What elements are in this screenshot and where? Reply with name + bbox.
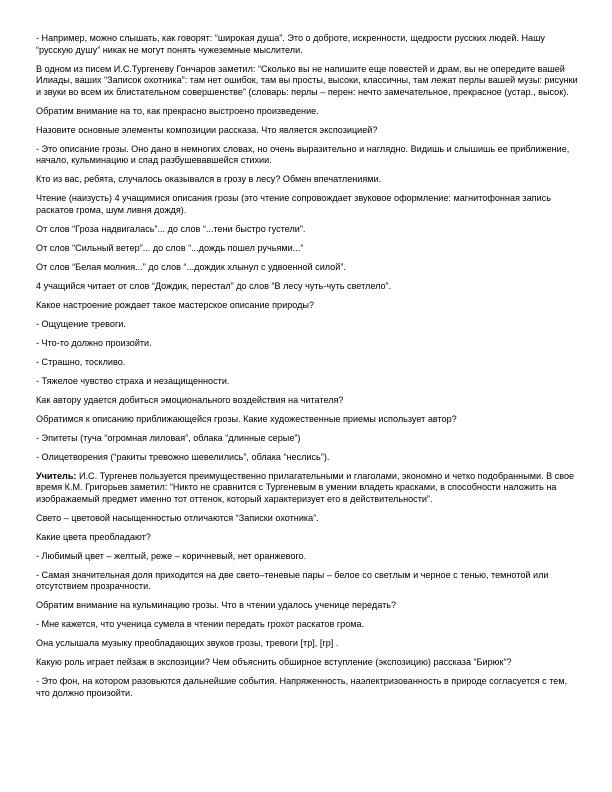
paragraph-emotional-impact-question: Как автору удается добиться эмоционального воздействия на читателя? (36, 394, 344, 405)
paragraph-teacher-comment (36, 471, 578, 506)
document-page (36, 33, 578, 707)
answer-thunder: - Мне кажется, что ученица сумела в чтении передать грохот раскатов грома. (36, 619, 365, 630)
paragraph-landscape-question: Какую роль играет пейзаж в экспозиции? Чем объяснить обширное вступление (экспозицию) рассказа “Бирюк”? (36, 657, 512, 668)
paragraph-colors-question: Какие цвета преобладают? (36, 531, 151, 542)
paragraph-climax-question: Обратим внимание на кульминацию грозы. Что в чтении удалось ученице передать? (36, 600, 397, 611)
answer-favorite-color: - Любимый цвет – желтый, реже – коричневый, нет оранжевого. (36, 550, 307, 561)
answer-background: - Это фон, на котором разовьются дальнейшие события. Напряженность, наэлектризованность в природе согласуется с тем, что должно произойти. (36, 676, 568, 698)
answer-scary: - Страшно, тоскливо. (36, 356, 126, 367)
paragraph-storm-description: - Это описание грозы. Оно дано в немногих словах, но очень выразительно и наглядно. Видишь и слышишь ее приближение, начало, кульминацию и спад разбушевавшейся стихии. (36, 143, 570, 166)
paragraph-light-color: Свето – цветовой насыщенностью отличаются “Записки охотника”. (36, 512, 319, 523)
paragraph-composition-question: Назовите основные элементы композиции рассказа. Что является экспозицией? (36, 124, 378, 135)
paragraph-reading-part-4: 4 учащийся читает от слов “Дождик, перестал” до слов “В лесу чуть-чуть светлело”. (36, 280, 392, 291)
paragraph-reading-part-3: От слов “Белая молния...” до слов “...дождик хлынул с удвоенной силой”. (36, 261, 346, 272)
paragraph-reading-part-2: От слов “Сильный ветер”... до слов “...дождь пошел ручьями...” (36, 242, 304, 253)
paragraph-composition-note: Обратим внимание на то, как прекрасно выстроено произведение. (36, 105, 319, 116)
paragraph-sounds: Она услышала музыку преобладающих звуков грозы, тревоги [тр], [гр] . (36, 638, 339, 649)
paragraph-reading-by-heart: Чтение (наизусть) 4 учащимися описания грозы (это чтение сопровождает звуковое оформление: магнитофонная запись раскатов грома, шум ливня дождя). (36, 193, 551, 215)
answer-light-shadow-pairs: - Самая значительная доля приходится на две свето–теневые пары – белое со светлым и черное с тенью, темнотой или отсутствием прозрачности. (36, 569, 549, 592)
answer-personification: - Олицетворения (“ракиты тревожно шевелились”, облака “неслись”). (36, 451, 330, 462)
paragraph-artistic-devices-question: Обратимся к описанию приближающейся грозы. Какие художественные приемы использует автор? (36, 413, 457, 424)
answer-something-happens: - Что-то должно произойти. (36, 337, 152, 348)
paragraph-mood-question: Какое настроение рождает такое мастерское описание природы? (36, 299, 315, 310)
answer-anxiety: - Ощущение тревоги. (36, 318, 126, 329)
paragraph-storm-experience: Кто из вас, ребята, случалось оказывался в грозу в лесу? Обмен впечатлениями. (36, 174, 382, 185)
answer-fear: - Тяжелое чувство страха и незащищенности. (36, 375, 230, 386)
teacher-label: Учитель: (36, 470, 77, 481)
paragraph-reading-part-1: От слов “Гроза надвигалась”... до слов “...тени быстро густели”. (36, 223, 306, 234)
answer-epithets: - Эпитеты (туча “огромная лиловая”, облака “длинные серые”) (36, 432, 301, 443)
teacher-comment-text: И.С. Тургенев пользуется преимущественно прилагательными и глаголами, экономно и четко подобранными. В свое время К.М. Григорьев заметил: “Никто не сравнится с Тургеневым в умении владеть красками, в способности наложить на изображаемый предмет именно тот оттенок, который характеризует его в действительности”. (36, 470, 575, 504)
paragraph-goncharov-letter: В одном из писем И.С.Тургеневу Гончаров заметил: “Сколько вы не напишите еще повестей и драм, вы не опередите вашей Илиады, ваших “Записок охотника”: там нет ошибок, там вы просты, высоки, классичны, там лежат перлы вашей музы: рисунки и звуки во всем их блистательном совершенстве” (словарь: перлы – перен: нечто замечательное, прекрасное (устар., высок). (36, 63, 578, 97)
paragraph-broad-soul: - Например, можно слышать, как говорят: “широкая душа”. Это о доброте, искренности, щедрости русских людей. Нашу “русскую душу” никак не могут понять чужеземные мыслители. (36, 33, 545, 55)
